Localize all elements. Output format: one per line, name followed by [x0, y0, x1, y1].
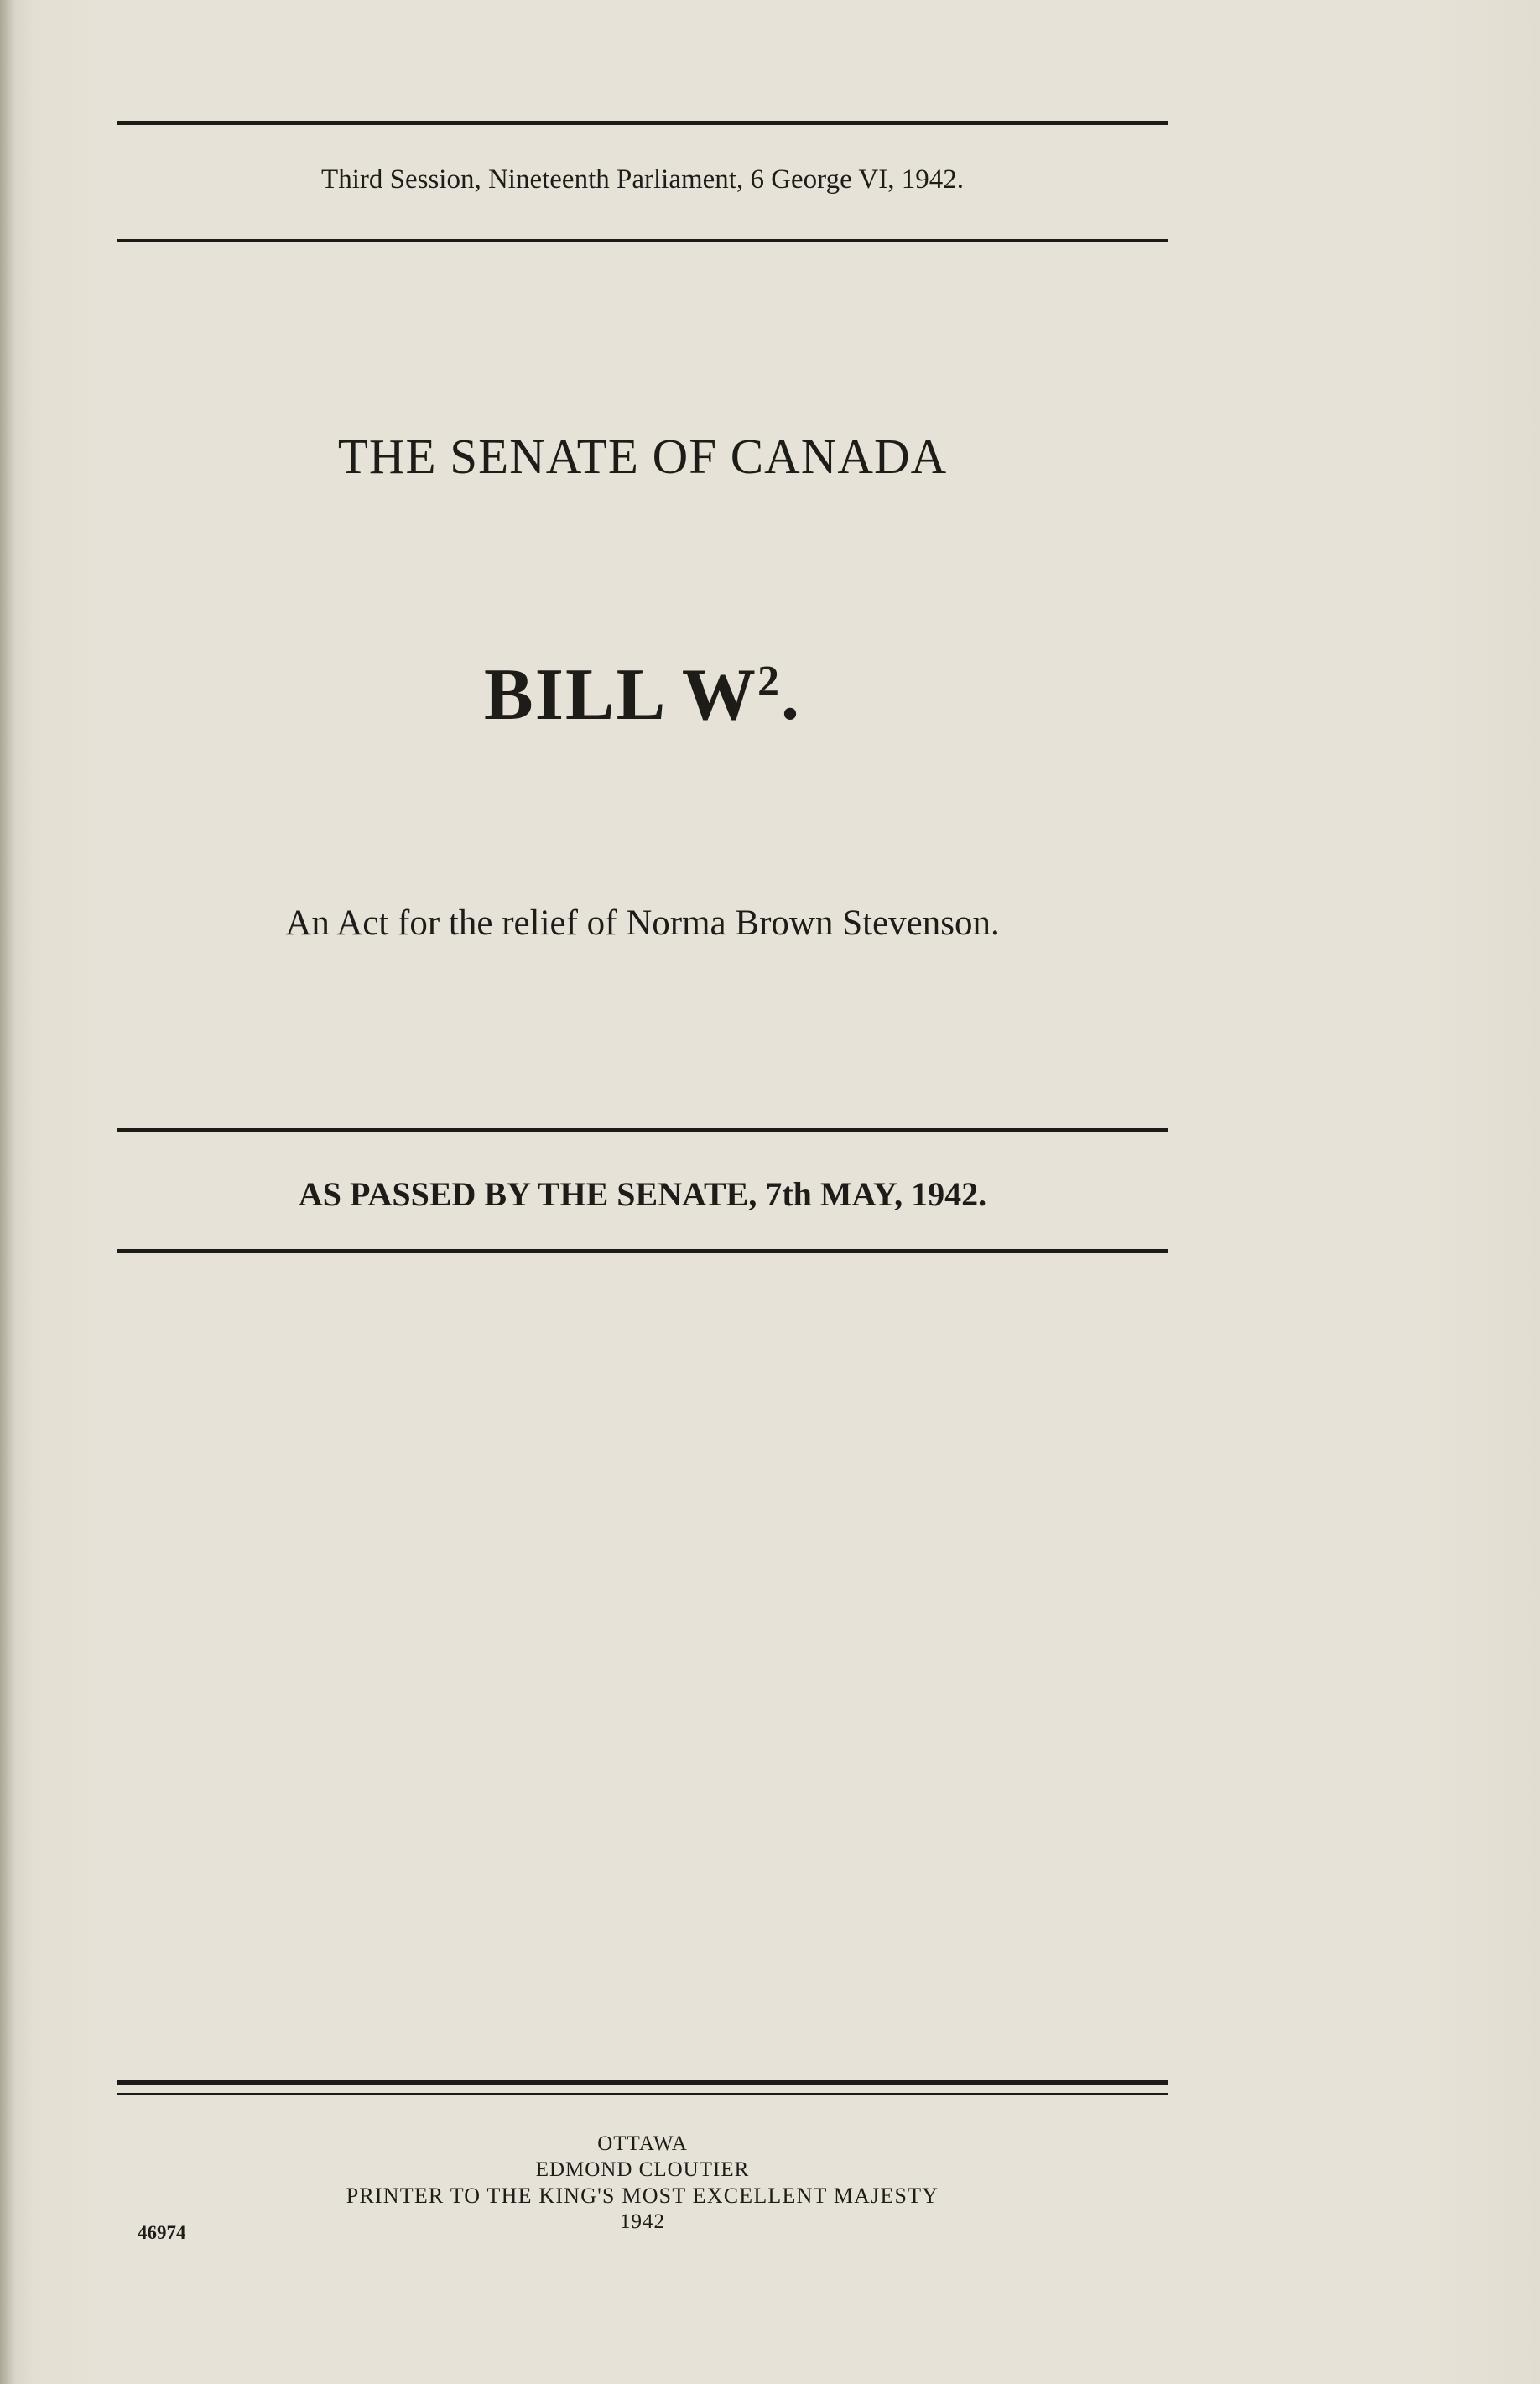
senate-title: THE SENATE OF CANADA [337, 429, 948, 484]
top-rule [117, 121, 1168, 125]
act-title: An Act for the relief of Norma Brown Stevenson. [285, 903, 1000, 943]
bill-suffix: . [780, 654, 801, 736]
imprint-top-rule [117, 2080, 1168, 2085]
imprint-block [117, 2131, 1168, 2235]
passed-bottom-rule [117, 1249, 1168, 1253]
imprint-city: OTTAWA [597, 2132, 688, 2155]
imprint-year: 1942 [620, 2210, 665, 2233]
page-spine-shadow [0, 0, 15, 2384]
session-rule [117, 239, 1168, 242]
passed-status: AS PASSED BY THE SENATE, 7th MAY, 1942. [298, 1175, 987, 1213]
print-code: 46974 [138, 2222, 186, 2243]
bill-number [117, 653, 1168, 737]
imprint-printer-name: EDMOND CLOUTIER [535, 2158, 750, 2181]
imprint-second-rule [117, 2093, 1168, 2095]
bill-superscript: 2 [757, 658, 781, 705]
bill-label: BILL W [484, 654, 757, 736]
session-line: Third Session, Nineteenth Parliament, 6 George VI, 1942. [321, 164, 964, 195]
imprint-printer-title: PRINTER TO THE KING'S MOST EXCELLENT MAJESTY [346, 2184, 939, 2208]
passed-top-rule [117, 1128, 1168, 1132]
